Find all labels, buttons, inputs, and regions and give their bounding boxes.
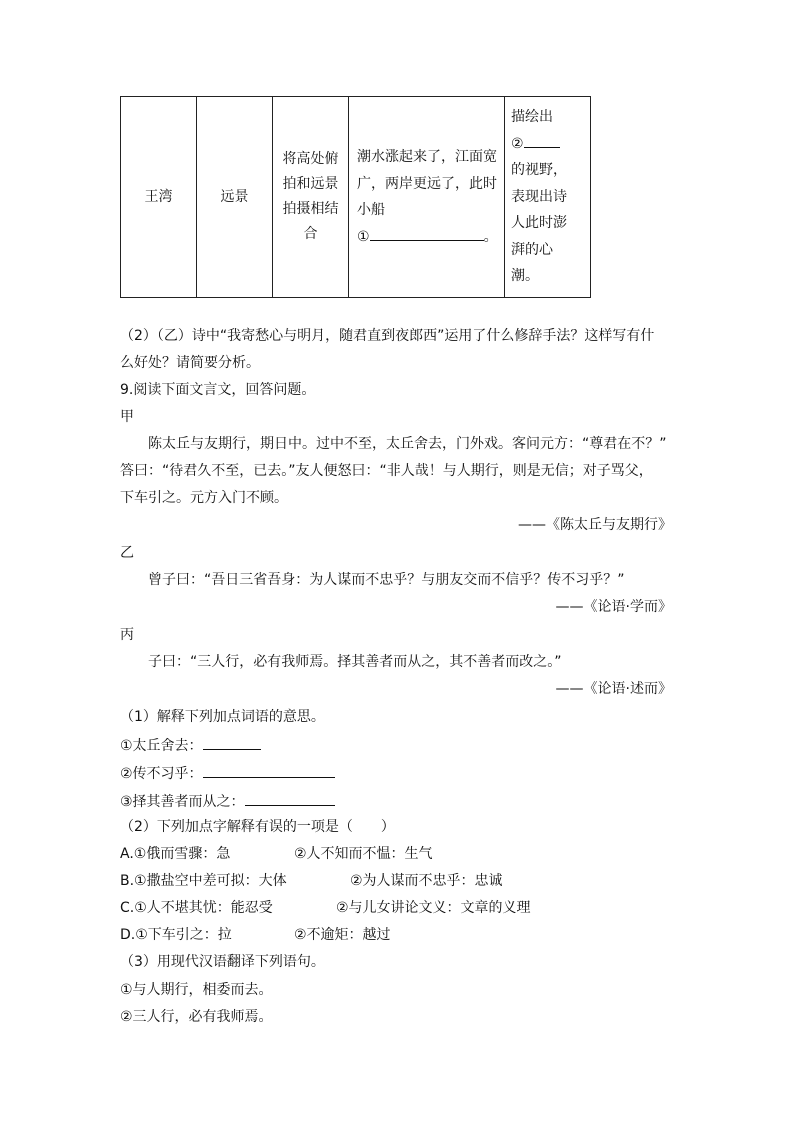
method-line: 将高处俯	[282, 151, 339, 167]
answer-blank[interactable]	[203, 734, 261, 750]
option-c-part1: C.①人不堪其忧：能忍受	[120, 900, 273, 916]
sub-question-3-item: ②三人行，必有我师焉。	[120, 1009, 273, 1025]
effect-line: 描绘出	[511, 109, 553, 126]
passage-jia-line: 答曰：“待君久不至，已去。”友人便怒曰：“非人哉！与人期行，则是无信；对子骂父，	[120, 463, 653, 479]
option-a-part1: A.①俄而雪骤：急	[120, 846, 231, 862]
table-row	[121, 97, 591, 298]
option-b-part2: ②为人谋而不忠乎：忠诚	[350, 873, 503, 889]
answer-blank[interactable]	[245, 790, 335, 806]
option-b-part1: B.①撒盐空中差可拟：大体	[120, 873, 287, 889]
answer-blank-1[interactable]	[370, 225, 484, 241]
item-label: ②传不习乎：	[120, 766, 203, 782]
blank-marker: ①	[357, 228, 370, 245]
passage-jia-label: 甲	[120, 409, 134, 425]
effect-blank-line	[511, 131, 590, 158]
effect-line: 表现出诗	[511, 188, 567, 205]
passage-yi-label: 乙	[120, 545, 134, 561]
question-8-2-line-1: （2）（乙）诗中“我寄愁心与明月，随君直到夜郎西”运用了什么修辞手法？这样写有什	[120, 328, 655, 344]
effect-line: 的视野，	[511, 162, 567, 179]
table-cell-effect	[505, 97, 591, 298]
method-line: 合	[303, 226, 318, 242]
question-9-stem: 9.阅读下面文言文，回答问题。	[120, 382, 316, 398]
sub-question-1-title: （1）解释下列加点词语的意思。	[120, 709, 325, 725]
sub-question-1-item	[120, 734, 261, 756]
sub-question-3-item: ①与人期行，相委而去。	[120, 982, 273, 998]
passage-yi-source: ——《论语·学而》	[555, 599, 672, 615]
answer-blank-2[interactable]	[524, 132, 560, 148]
sub-question-3-title: （3）用现代汉语翻译下列语句。	[120, 954, 325, 970]
effect-line: 湃的心	[511, 241, 553, 258]
desc-line: 广，两岸更远了，此时	[357, 175, 497, 192]
question-8-2-line-2: 么好处？请简要分析。	[120, 355, 260, 371]
effect-line: 潮。	[511, 268, 539, 285]
sub-question-2-title: （2）下列加点字解释有误的一项是（ ）	[120, 819, 395, 835]
option-d-part2: ②不逾矩：越过	[294, 927, 391, 943]
table-cell-shot	[197, 97, 273, 298]
desc-line: 小船	[357, 202, 385, 218]
analysis-table	[120, 96, 591, 298]
passage-jia-line: 下车引之。元方入门不顾。	[120, 490, 288, 506]
option-row-c	[120, 898, 531, 918]
effect-line: 人此时澎	[511, 215, 567, 232]
passage-bing-source: ——《论语·述而》	[555, 681, 672, 697]
option-row-d	[120, 925, 391, 945]
passage-bing-text: 子曰：“三人行，必有我师焉。择其善者而从之，其不善者而改之。”	[148, 654, 562, 670]
method-line: 拍摄相结	[282, 201, 339, 217]
method-line: 拍和远景	[282, 176, 339, 192]
table-cell-method	[273, 97, 349, 298]
sub-question-1-item	[120, 790, 335, 812]
table-cell-description	[349, 97, 505, 298]
item-label: ①太丘舍去：	[120, 738, 203, 754]
desc-blank-line	[357, 224, 504, 251]
passage-jia-source: ——《陈太丘与友期行》	[518, 517, 672, 533]
blank-suffix: 。	[483, 228, 498, 245]
answer-blank[interactable]	[203, 762, 335, 778]
desc-line: 潮水涨起来了，江面宽	[357, 149, 497, 165]
option-row-b	[120, 871, 503, 891]
blank-marker: ②	[511, 135, 524, 152]
passage-jia-line: 陈太丘与友期行，期日中。过中不至，太丘舍去，门外戏。客问元方：“尊君在不？”	[148, 436, 667, 452]
option-d-part1: D.①下车引之：拉	[120, 927, 232, 943]
option-a-part2: ②人不知而不愠：生气	[294, 846, 433, 862]
option-row-a	[120, 844, 433, 864]
sub-question-1-item	[120, 762, 335, 784]
table-cell-place	[121, 97, 197, 298]
place-text: 王湾	[144, 188, 173, 205]
shot-text: 远景	[220, 188, 249, 205]
passage-bing-label: 丙	[120, 627, 134, 643]
passage-yi-text: 曾子曰：“吾日三省吾身：为人谋而不忠乎？与朋友交而不信乎？传不习乎？”	[148, 572, 625, 588]
item-label: ③择其善者而从之：	[120, 794, 245, 810]
option-c-part2: ②与儿女讲论文义：文章的义理	[336, 900, 531, 916]
